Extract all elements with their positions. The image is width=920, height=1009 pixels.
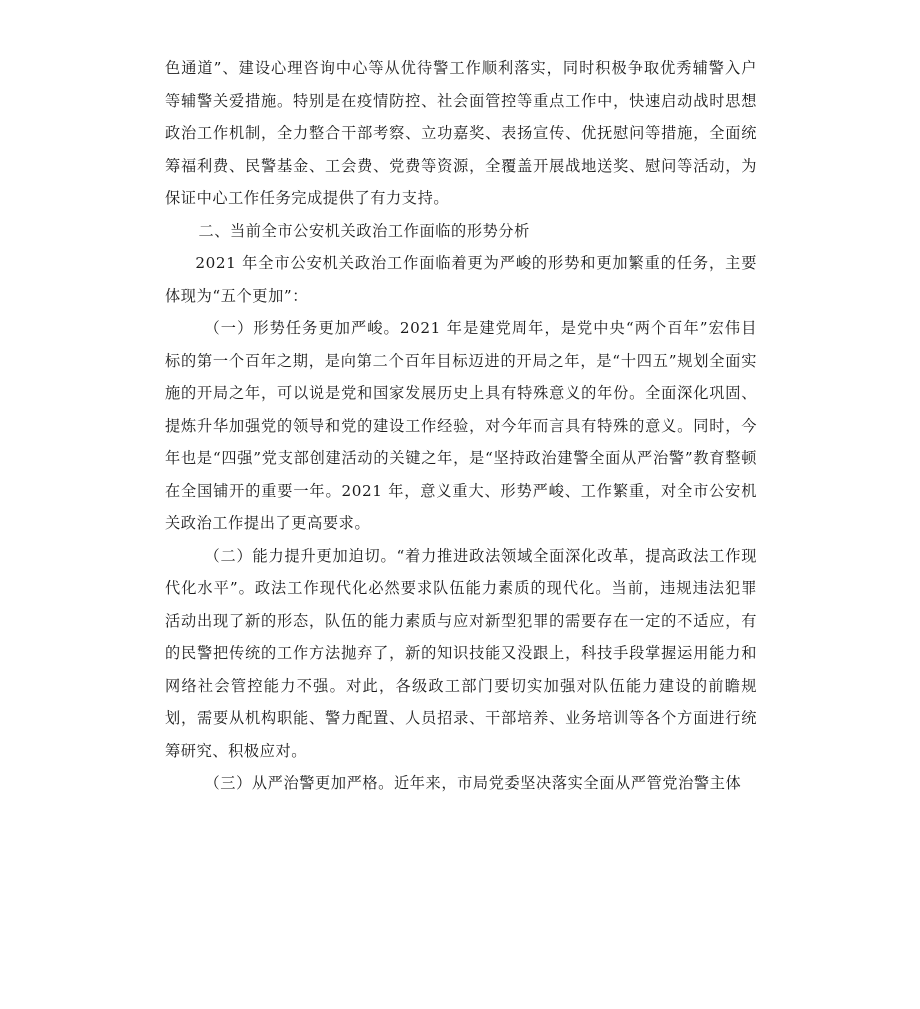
paragraph-point-2: （二）能力提升更加迫切。“着力推进政法领域全面深化改革，提高政法工作现代化水平”。政法工作现代化必然要求队伍能力素质的现代化。当前，违规违法犯罪活动出现了新的形态，队伍的能力素质与应对新型犯罪的需要存在一定的不适应，有的民警把传统的工作方法抛弃了，新的知识技能又没跟上，科技手段掌握运用能力和网络社会管控能力不强。对此，各级政工部门要切实加强对队伍能力建设的前瞻规划，需要从机构职能、警力配置、人员招录、干部培养、业务培训等各个方面进行统筹研究、积极应对。 [165,546,757,760]
paragraph-continuation: 色通道”、建设心理咨询中心等从优待警工作顺利落实，同时积极争取优秀辅警入户等辅警关爱措施。特别是在疫情防控、社会面管控等重点工作中，快速启动战时思想政治工作机制，全力整合干部考察、立功嘉奖、表扬宣传、优抚慰问等措施，全面统筹福利费、民警基金、工会费、党费等资源，全覆盖开展战地送奖、慰问等活动，为保证中心工作任务完成提供了有力支持。 [165,59,757,207]
section-heading: 二、当前全市公安机关政治工作面临的形势分析 [198,221,530,240]
paragraph-intro: 2021 年全市公安机关政治工作面临着更为严峻的形势和更加繁重的任务，主要体现为“五个更加”： [165,254,757,305]
paragraph-point-1: （一）形势任务更加严峻。2021 年是建党周年，是党中央“两个百年”宏伟目标的第一个百年之期，是向第二个百年目标迈进的开局之年，是“十四五”规划全面实施的开局之年，可以说是党和国家发展历史上具有特殊意义的年份。全面深化巩固、提炼升华加强党的领导和党的建设工作经验，对今年而言具有特殊的意义。同时，今年也是“四强”党支部创建活动的关键之年，是“坚持政治建警全面从严治警”教育整顿在全国铺开的重要一年。2021 年，意义重大、形势严峻、工作繁重，对全市公安机关政治工作提出了更高要求。 [165,319,757,532]
document-page [165,52,757,800]
paragraph-point-3: （三）从严治警更加严格。近年来，市局党委坚决落实全面从严管党治警主体 [204,774,742,792]
